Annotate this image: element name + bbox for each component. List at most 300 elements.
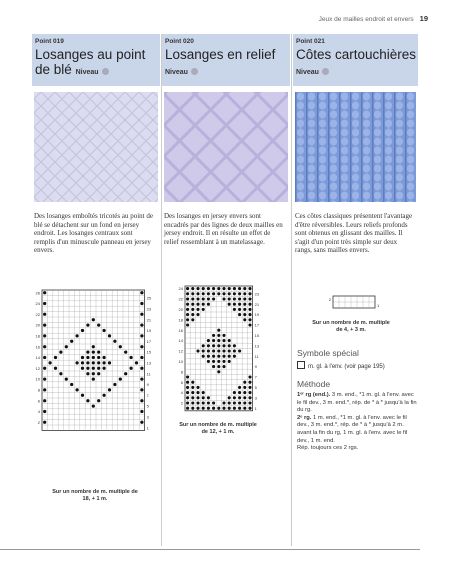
purl-stitch-mark bbox=[243, 407, 246, 410]
row-number: 5 bbox=[146, 403, 149, 409]
purl-stitch-mark bbox=[186, 401, 189, 404]
level-label: Niveau bbox=[76, 69, 109, 76]
row-number: 1 bbox=[254, 405, 257, 411]
purl-stitch-mark bbox=[81, 361, 84, 364]
row-number: 1 bbox=[146, 425, 149, 431]
pattern-description: Ces côtes classiques présentent l'avantage d'être réversibles. Leurs reliefs profonds sont obtenus en glissant des mailles. Il s'agit d'un point très simple sur deux rangs, sans mailles envers. bbox=[295, 212, 413, 255]
purl-stitch-mark bbox=[75, 388, 78, 391]
purl-stitch-mark bbox=[86, 367, 89, 370]
row-number: 18 bbox=[35, 333, 40, 339]
purl-stitch-mark bbox=[129, 367, 132, 370]
purl-stitch-mark bbox=[191, 287, 194, 290]
purl-stitch-mark bbox=[43, 421, 46, 424]
purl-stitch-mark bbox=[248, 323, 251, 326]
purl-stitch-mark bbox=[238, 303, 241, 306]
row-number: 6 bbox=[37, 398, 40, 404]
purl-stitch-mark bbox=[196, 396, 199, 399]
purl-stitch-mark bbox=[135, 361, 138, 364]
purl-stitch-mark bbox=[140, 421, 143, 424]
row-number: 14 bbox=[35, 355, 40, 361]
row-number: 19 bbox=[254, 312, 260, 318]
purl-stitch-mark bbox=[102, 367, 105, 370]
purl-stitch-mark bbox=[196, 391, 199, 394]
purl-stitch-mark bbox=[191, 407, 194, 410]
purl-stitch-mark bbox=[186, 287, 189, 290]
purl-stitch-mark bbox=[97, 356, 100, 359]
purl-stitch-mark bbox=[97, 372, 100, 375]
purl-stitch-mark bbox=[222, 339, 225, 342]
purl-stitch-mark bbox=[97, 350, 100, 353]
purl-stitch-mark bbox=[65, 345, 68, 348]
purl-stitch-mark bbox=[92, 356, 95, 359]
purl-stitch-mark bbox=[140, 323, 143, 326]
row-number: 5 bbox=[254, 384, 257, 390]
purl-stitch-mark bbox=[212, 407, 215, 410]
purl-stitch-mark bbox=[243, 292, 246, 295]
row-number: 15 bbox=[146, 349, 152, 355]
purl-stitch-mark bbox=[43, 313, 46, 316]
purl-stitch-mark bbox=[202, 297, 205, 300]
purl-stitch-mark bbox=[202, 407, 205, 410]
purl-stitch-mark bbox=[217, 287, 220, 290]
purl-stitch-mark bbox=[217, 370, 220, 373]
purl-stitch-mark bbox=[212, 355, 215, 358]
purl-stitch-mark bbox=[243, 391, 246, 394]
purl-stitch-mark bbox=[228, 287, 231, 290]
purl-stitch-mark bbox=[233, 292, 236, 295]
purl-stitch-mark bbox=[243, 313, 246, 316]
purl-stitch-mark bbox=[81, 356, 84, 359]
purl-stitch-mark bbox=[222, 407, 225, 410]
purl-stitch-mark bbox=[207, 297, 210, 300]
purl-stitch-mark bbox=[43, 377, 46, 380]
purl-stitch-mark bbox=[196, 297, 199, 300]
purl-stitch-mark bbox=[207, 339, 210, 342]
purl-stitch-mark bbox=[92, 367, 95, 370]
purl-stitch-mark bbox=[86, 350, 89, 353]
row-number: 24 bbox=[178, 286, 183, 292]
purl-stitch-mark bbox=[233, 401, 236, 404]
purl-stitch-mark bbox=[212, 297, 215, 300]
purl-stitch-mark bbox=[243, 303, 246, 306]
purl-stitch-mark bbox=[186, 318, 189, 321]
purl-stitch-mark bbox=[124, 372, 127, 375]
purl-stitch-mark bbox=[248, 297, 251, 300]
row-number: 7 bbox=[254, 374, 257, 380]
purl-stitch-mark bbox=[243, 386, 246, 389]
row-number: 3 bbox=[254, 395, 257, 401]
row-number: 16 bbox=[178, 327, 183, 333]
row-number: 9 bbox=[146, 382, 149, 388]
purl-stitch-mark bbox=[186, 303, 189, 306]
purl-stitch-mark bbox=[81, 367, 84, 370]
purl-stitch-mark bbox=[228, 349, 231, 352]
purl-stitch-mark bbox=[217, 349, 220, 352]
chart-caption: Sur un nombre de m. multiple de 4, + 3 m. bbox=[312, 320, 390, 333]
purl-stitch-mark bbox=[92, 404, 95, 407]
purl-stitch-mark bbox=[217, 355, 220, 358]
knit-swatch-2 bbox=[164, 92, 288, 202]
purl-stitch-mark bbox=[233, 303, 236, 306]
purl-stitch-mark bbox=[97, 367, 100, 370]
purl-stitch-mark bbox=[191, 313, 194, 316]
purl-stitch-mark bbox=[238, 407, 241, 410]
purl-stitch-mark bbox=[81, 394, 84, 397]
purl-stitch-mark bbox=[222, 344, 225, 347]
purl-stitch-mark bbox=[97, 399, 100, 402]
point-number: Point 019 bbox=[35, 38, 64, 45]
purl-stitch-mark bbox=[196, 292, 199, 295]
purl-stitch-mark bbox=[228, 339, 231, 342]
purl-stitch-mark bbox=[191, 396, 194, 399]
column-divider bbox=[291, 34, 292, 546]
purl-stitch-mark bbox=[212, 287, 215, 290]
purl-stitch-mark bbox=[233, 344, 236, 347]
purl-stitch-mark bbox=[228, 407, 231, 410]
purl-stitch-mark bbox=[248, 381, 251, 384]
stitch-chart-1 bbox=[34, 290, 156, 480]
purl-stitch-mark bbox=[86, 361, 89, 364]
purl-stitch-mark bbox=[54, 356, 57, 359]
purl-stitch-mark bbox=[228, 401, 231, 404]
purl-stitch-mark bbox=[212, 334, 215, 337]
purl-stitch-mark bbox=[140, 388, 143, 391]
purl-stitch-mark bbox=[108, 334, 111, 337]
purl-stitch-mark bbox=[248, 287, 251, 290]
row-number: 9 bbox=[254, 364, 257, 370]
row-number: 16 bbox=[35, 344, 40, 350]
purl-stitch-mark bbox=[59, 372, 62, 375]
purl-stitch-mark bbox=[238, 297, 241, 300]
purl-stitch-mark bbox=[140, 291, 143, 294]
chart-caption: Sur un nombre de m. multiple de 18, + 1 m. bbox=[52, 489, 138, 502]
purl-stitch-mark bbox=[186, 323, 189, 326]
purl-stitch-mark bbox=[75, 361, 78, 364]
point-number: Point 020 bbox=[165, 38, 194, 45]
purl-stitch-mark bbox=[113, 340, 116, 343]
purl-stitch-mark bbox=[86, 372, 89, 375]
pattern-020 bbox=[162, 34, 290, 80]
knit-swatch-3 bbox=[295, 92, 416, 202]
purl-stitch-mark bbox=[191, 297, 194, 300]
purl-stitch-mark bbox=[140, 302, 143, 305]
purl-stitch-mark bbox=[217, 292, 220, 295]
purl-stitch-mark bbox=[228, 297, 231, 300]
purl-stitch-mark bbox=[233, 396, 236, 399]
purl-stitch-mark bbox=[86, 356, 89, 359]
purl-stitch-mark bbox=[191, 318, 194, 321]
purl-stitch-mark bbox=[233, 349, 236, 352]
purl-stitch-mark bbox=[202, 303, 205, 306]
knit-swatch-1 bbox=[34, 92, 158, 202]
row-number: 20 bbox=[178, 306, 183, 312]
purl-stitch-mark bbox=[222, 287, 225, 290]
row-number: 12 bbox=[35, 365, 40, 371]
purl-stitch-mark bbox=[129, 356, 132, 359]
purl-stitch-mark bbox=[248, 407, 251, 410]
row-number: 24 bbox=[35, 301, 40, 307]
row-number: 7 bbox=[146, 392, 149, 398]
row-number: 8 bbox=[37, 387, 40, 393]
purl-stitch-mark bbox=[233, 297, 236, 300]
pattern-019 bbox=[32, 34, 160, 80]
purl-stitch-mark bbox=[212, 292, 215, 295]
purl-stitch-mark bbox=[222, 297, 225, 300]
purl-stitch-mark bbox=[191, 401, 194, 404]
purl-stitch-mark bbox=[202, 344, 205, 347]
row-number: 21 bbox=[254, 301, 260, 307]
purl-stitch-mark bbox=[207, 360, 210, 363]
purl-stitch-mark bbox=[43, 291, 46, 294]
row-number: 17 bbox=[254, 322, 260, 328]
slip-stitch-symbol-icon bbox=[297, 361, 305, 369]
purl-stitch-mark bbox=[102, 329, 105, 332]
row-number: 2 bbox=[180, 400, 183, 406]
row-number: 22 bbox=[178, 296, 183, 302]
purl-stitch-mark bbox=[207, 355, 210, 358]
purl-stitch-mark bbox=[238, 292, 241, 295]
purl-stitch-mark bbox=[238, 386, 241, 389]
row-number: 4 bbox=[180, 390, 183, 396]
purl-stitch-mark bbox=[222, 360, 225, 363]
row-number: 20 bbox=[35, 322, 40, 328]
purl-stitch-mark bbox=[243, 396, 246, 399]
purl-stitch-mark bbox=[186, 381, 189, 384]
purl-stitch-mark bbox=[102, 356, 105, 359]
purl-stitch-mark bbox=[233, 391, 236, 394]
row-number: 11 bbox=[254, 353, 259, 359]
running-head: Jeux de mailles endroit et envers 19 bbox=[318, 14, 428, 23]
purl-stitch-mark bbox=[191, 381, 194, 384]
purl-stitch-mark bbox=[233, 287, 236, 290]
purl-stitch-mark bbox=[238, 308, 241, 311]
purl-stitch-mark bbox=[119, 377, 122, 380]
purl-stitch-mark bbox=[238, 313, 241, 316]
purl-stitch-mark bbox=[191, 303, 194, 306]
purl-stitch-mark bbox=[222, 365, 225, 368]
purl-stitch-mark bbox=[196, 287, 199, 290]
purl-stitch-mark bbox=[75, 334, 78, 337]
purl-stitch-mark bbox=[43, 323, 46, 326]
level-label: Niveau bbox=[165, 69, 198, 76]
level-icon bbox=[102, 68, 109, 75]
purl-stitch-mark bbox=[70, 383, 73, 386]
row-number: 1 bbox=[377, 302, 380, 308]
purl-stitch-mark bbox=[92, 372, 95, 375]
purl-stitch-mark bbox=[202, 292, 205, 295]
level-icon bbox=[191, 68, 198, 75]
purl-stitch-mark bbox=[248, 375, 251, 378]
purl-stitch-mark bbox=[207, 303, 210, 306]
purl-stitch-mark bbox=[43, 399, 46, 402]
purl-stitch-mark bbox=[92, 345, 95, 348]
purl-stitch-mark bbox=[207, 401, 210, 404]
row-number: 12 bbox=[178, 348, 183, 354]
purl-stitch-mark bbox=[228, 303, 231, 306]
row-number: 23 bbox=[146, 306, 152, 312]
purl-stitch-mark bbox=[217, 360, 220, 363]
purl-stitch-mark bbox=[217, 334, 220, 337]
method-text: 1ᵉʳ rg (end.). 3 m. end., *1 m. gl. à l'env. avec le fil dev., 3 m. end.*, rép. de * à * jusqu'à la fin du rg. 2ᵉ rg. 1 m. end., *1 m. gl. à l'env. avec le fil dev., 3 m. end.*, rép. de * à * jusqu'à 2 m. avant la fin du rg, 1 m. gl. à l'env. avec le fil dev., 1 m. end. Rép. toujours ces 2 rgs. bbox=[297, 392, 417, 452]
purl-stitch-mark bbox=[140, 334, 143, 337]
row-number: 15 bbox=[254, 332, 260, 338]
purl-stitch-mark bbox=[212, 401, 215, 404]
purl-stitch-mark bbox=[119, 345, 122, 348]
purl-stitch-mark bbox=[212, 360, 215, 363]
purl-stitch-mark bbox=[207, 287, 210, 290]
purl-stitch-mark bbox=[217, 365, 220, 368]
purl-stitch-mark bbox=[191, 308, 194, 311]
purl-stitch-mark bbox=[186, 386, 189, 389]
purl-stitch-mark bbox=[222, 355, 225, 358]
purl-stitch-mark bbox=[212, 365, 215, 368]
purl-stitch-mark bbox=[212, 349, 215, 352]
point-number: Point 021 bbox=[296, 38, 325, 45]
purl-stitch-mark bbox=[81, 329, 84, 332]
purl-stitch-mark bbox=[233, 355, 236, 358]
purl-stitch-mark bbox=[202, 355, 205, 358]
purl-stitch-mark bbox=[86, 323, 89, 326]
purl-stitch-mark bbox=[248, 313, 251, 316]
pattern-021 bbox=[293, 34, 421, 80]
method-heading: Méthode bbox=[297, 379, 331, 389]
purl-stitch-mark bbox=[248, 308, 251, 311]
row-number: 25 bbox=[146, 295, 152, 301]
row-number: 8 bbox=[180, 369, 183, 375]
purl-stitch-mark bbox=[186, 396, 189, 399]
purl-stitch-mark bbox=[186, 297, 189, 300]
pattern-title: Losanges au point de blé bbox=[35, 47, 146, 77]
row-number: 13 bbox=[254, 343, 260, 349]
purl-stitch-mark bbox=[202, 396, 205, 399]
purl-stitch-mark bbox=[248, 318, 251, 321]
purl-stitch-mark bbox=[92, 318, 95, 321]
purl-stitch-mark bbox=[140, 399, 143, 402]
purl-stitch-mark bbox=[248, 401, 251, 404]
purl-stitch-mark bbox=[238, 396, 241, 399]
purl-stitch-mark bbox=[43, 302, 46, 305]
row-number: 2 bbox=[328, 296, 331, 302]
purl-stitch-mark bbox=[207, 407, 210, 410]
purl-stitch-mark bbox=[140, 377, 143, 380]
purl-stitch-mark bbox=[228, 292, 231, 295]
purl-stitch-mark bbox=[140, 313, 143, 316]
purl-stitch-mark bbox=[140, 345, 143, 348]
purl-stitch-mark bbox=[228, 344, 231, 347]
pattern-description: Des losanges emboîtés tricotés au point de blé se détachent sur un fond en jersey endroit. Les losanges centraux sont remplis d'un minuscule panneau en jersey envers. bbox=[34, 212, 153, 255]
purl-stitch-mark bbox=[186, 391, 189, 394]
stitch-chart-2 bbox=[177, 286, 261, 416]
row-number: 11 bbox=[146, 371, 151, 377]
purl-stitch-mark bbox=[43, 334, 46, 337]
row-number: 21 bbox=[146, 317, 152, 323]
row-number: 19 bbox=[146, 328, 152, 334]
purl-stitch-mark bbox=[186, 313, 189, 316]
purl-stitch-mark bbox=[191, 391, 194, 394]
purl-stitch-mark bbox=[43, 388, 46, 391]
purl-stitch-mark bbox=[233, 308, 236, 311]
purl-stitch-mark bbox=[202, 391, 205, 394]
purl-stitch-mark bbox=[238, 391, 241, 394]
purl-stitch-mark bbox=[196, 303, 199, 306]
purl-stitch-mark bbox=[108, 388, 111, 391]
purl-stitch-mark bbox=[212, 339, 215, 342]
purl-stitch-mark bbox=[248, 303, 251, 306]
purl-stitch-mark bbox=[124, 350, 127, 353]
purl-stitch-mark bbox=[43, 367, 46, 370]
purl-stitch-mark bbox=[196, 308, 199, 311]
level-label: Niveau bbox=[296, 69, 329, 76]
page-rule bbox=[0, 549, 420, 550]
purl-stitch-mark bbox=[248, 396, 251, 399]
purl-stitch-mark bbox=[202, 401, 205, 404]
purl-stitch-mark bbox=[113, 383, 116, 386]
row-number: 22 bbox=[35, 311, 40, 317]
purl-stitch-mark bbox=[97, 323, 100, 326]
purl-stitch-mark bbox=[248, 386, 251, 389]
purl-stitch-mark bbox=[92, 377, 95, 380]
purl-stitch-mark bbox=[196, 407, 199, 410]
level-icon bbox=[322, 68, 329, 75]
purl-stitch-mark bbox=[228, 396, 231, 399]
purl-stitch-mark bbox=[217, 407, 220, 410]
purl-stitch-mark bbox=[243, 287, 246, 290]
purl-stitch-mark bbox=[196, 349, 199, 352]
purl-stitch-mark bbox=[207, 349, 210, 352]
purl-stitch-mark bbox=[97, 361, 100, 364]
purl-stitch-mark bbox=[43, 410, 46, 413]
pattern-description: Des losanges en jersey envers sont encadrés par des lignes de deux mailles en jersey endroit. Il en résulte un effet de relief ressemblant à un matelassage. bbox=[164, 212, 283, 246]
purl-stitch-mark bbox=[243, 381, 246, 384]
purl-stitch-mark bbox=[243, 318, 246, 321]
purl-stitch-mark bbox=[207, 344, 210, 347]
purl-stitch-mark bbox=[248, 292, 251, 295]
special-symbol: m. gl. à l'env. (voir page 195) bbox=[297, 361, 385, 370]
purl-stitch-mark bbox=[92, 350, 95, 353]
purl-stitch-mark bbox=[196, 401, 199, 404]
row-number: 2 bbox=[37, 419, 40, 425]
purl-stitch-mark bbox=[238, 349, 241, 352]
purl-stitch-mark bbox=[54, 367, 57, 370]
pattern-title: Losanges en relief bbox=[165, 47, 276, 62]
row-number: 4 bbox=[37, 409, 40, 415]
purl-stitch-mark bbox=[233, 407, 236, 410]
purl-stitch-mark bbox=[196, 386, 199, 389]
purl-stitch-mark bbox=[102, 394, 105, 397]
row-number: 14 bbox=[178, 338, 183, 344]
row-number: 10 bbox=[178, 358, 183, 364]
purl-stitch-mark bbox=[102, 361, 105, 364]
row-number: 23 bbox=[254, 291, 260, 297]
purl-stitch-mark bbox=[202, 287, 205, 290]
column-divider bbox=[161, 34, 162, 546]
purl-stitch-mark bbox=[217, 344, 220, 347]
purl-stitch-mark bbox=[238, 401, 241, 404]
purl-stitch-mark bbox=[48, 361, 51, 364]
row-number: 3 bbox=[146, 414, 149, 420]
purl-stitch-mark bbox=[222, 292, 225, 295]
purl-stitch-mark bbox=[228, 360, 231, 363]
purl-stitch-mark bbox=[191, 386, 194, 389]
purl-stitch-mark bbox=[186, 375, 189, 378]
purl-stitch-mark bbox=[243, 297, 246, 300]
purl-stitch-mark bbox=[186, 407, 189, 410]
row-number: 26 bbox=[35, 290, 40, 296]
purl-stitch-mark bbox=[243, 308, 246, 311]
purl-stitch-mark bbox=[207, 396, 210, 399]
purl-stitch-mark bbox=[202, 349, 205, 352]
purl-stitch-mark bbox=[217, 339, 220, 342]
